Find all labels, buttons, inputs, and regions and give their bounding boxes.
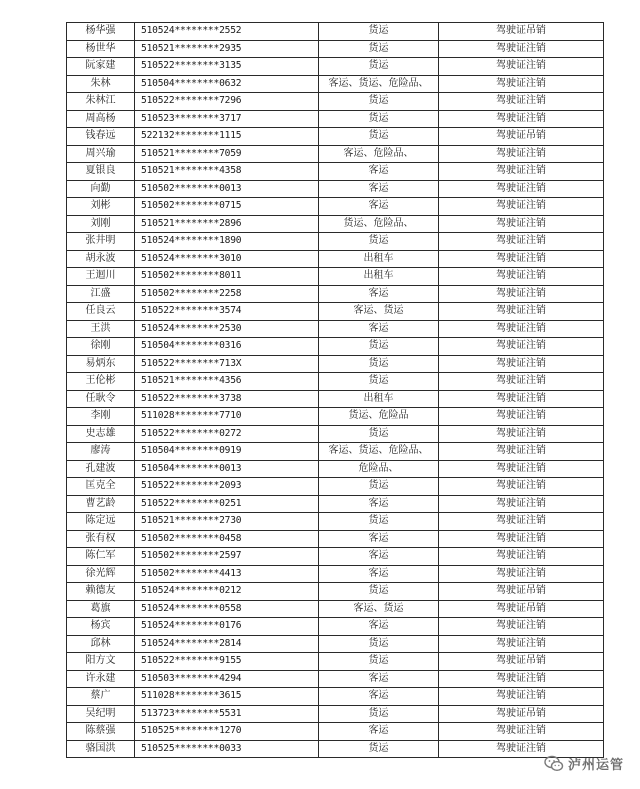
license-action-cell: 驾驶证注销 bbox=[439, 75, 604, 93]
name-cell: 杨世华 bbox=[67, 40, 135, 58]
id-number-cell: 510521********2730 bbox=[135, 513, 319, 531]
vehicle-type-cell: 客运 bbox=[319, 548, 439, 566]
name-cell: 张有权 bbox=[67, 530, 135, 548]
vehicle-type-cell: 客运 bbox=[319, 688, 439, 706]
vehicle-type-cell: 货运、危险品、 bbox=[319, 215, 439, 233]
table-body bbox=[67, 23, 604, 758]
table-row bbox=[67, 180, 604, 198]
license-action-cell: 驾驶证注销 bbox=[439, 40, 604, 58]
vehicle-type-cell: 货运 bbox=[319, 338, 439, 356]
license-action-cell: 驾驶证注销 bbox=[439, 58, 604, 76]
vehicle-type-cell: 出租车 bbox=[319, 268, 439, 286]
vehicle-type-cell: 货运 bbox=[319, 23, 439, 41]
vehicle-type-cell: 货运、危险品 bbox=[319, 408, 439, 426]
table-row bbox=[67, 443, 604, 461]
table-row bbox=[67, 233, 604, 251]
license-action-cell: 驾驶证注销 bbox=[439, 688, 604, 706]
license-action-cell: 驾驶证吊销 bbox=[439, 23, 604, 41]
id-number-cell: 510522********713X bbox=[135, 355, 319, 373]
license-action-cell: 驾驶证注销 bbox=[439, 495, 604, 513]
license-action-cell: 驾驶证注销 bbox=[439, 548, 604, 566]
id-number-cell: 510502********8011 bbox=[135, 268, 319, 286]
id-number-cell: 510502********0715 bbox=[135, 198, 319, 216]
name-cell: 任良云 bbox=[67, 303, 135, 321]
id-number-cell: 510521********4356 bbox=[135, 373, 319, 391]
license-action-cell: 驾驶证注销 bbox=[439, 670, 604, 688]
license-action-cell: 驾驶证注销 bbox=[439, 635, 604, 653]
vehicle-type-cell: 货运 bbox=[319, 705, 439, 723]
license-action-cell: 驾驶证注销 bbox=[439, 145, 604, 163]
vehicle-type-cell: 客运 bbox=[319, 618, 439, 636]
vehicle-type-cell: 货运 bbox=[319, 635, 439, 653]
table-row bbox=[67, 600, 604, 618]
table-row bbox=[67, 268, 604, 286]
table-row bbox=[67, 215, 604, 233]
vehicle-type-cell: 货运 bbox=[319, 653, 439, 671]
vehicle-type-cell: 货运 bbox=[319, 425, 439, 443]
table-row bbox=[67, 653, 604, 671]
vehicle-type-cell: 客运 bbox=[319, 320, 439, 338]
vehicle-type-cell: 客运 bbox=[319, 530, 439, 548]
license-action-cell: 驾驶证注销 bbox=[439, 268, 604, 286]
watermark-text: 泸州运管 bbox=[567, 758, 624, 773]
name-cell: 吴纪明 bbox=[67, 705, 135, 723]
license-action-cell: 驾驶证注销 bbox=[439, 390, 604, 408]
id-number-cell: 510524********0212 bbox=[135, 583, 319, 601]
table-row bbox=[67, 75, 604, 93]
table-row bbox=[67, 688, 604, 706]
table-row bbox=[67, 58, 604, 76]
name-cell: 赖德友 bbox=[67, 583, 135, 601]
license-action-cell: 驾驶证注销 bbox=[439, 320, 604, 338]
vehicle-type-cell: 客运 bbox=[319, 723, 439, 741]
license-action-cell: 驾驶证注销 bbox=[439, 408, 604, 426]
table-row bbox=[67, 635, 604, 653]
name-cell: 周兴瑜 bbox=[67, 145, 135, 163]
name-cell: 葛旗 bbox=[67, 600, 135, 618]
id-number-cell: 510524********2552 bbox=[135, 23, 319, 41]
name-cell: 史志雄 bbox=[67, 425, 135, 443]
name-cell: 刘彬 bbox=[67, 198, 135, 216]
id-number-cell: 510524********2530 bbox=[135, 320, 319, 338]
vehicle-type-cell: 货运 bbox=[319, 513, 439, 531]
id-number-cell: 510522********0251 bbox=[135, 495, 319, 513]
name-cell: 曹艺龄 bbox=[67, 495, 135, 513]
id-number-cell: 510502********2597 bbox=[135, 548, 319, 566]
vehicle-type-cell: 货运 bbox=[319, 233, 439, 251]
id-number-cell: 510524********2814 bbox=[135, 635, 319, 653]
id-number-cell: 510522********3574 bbox=[135, 303, 319, 321]
name-cell: 陈蔡强 bbox=[67, 723, 135, 741]
table-row bbox=[67, 495, 604, 513]
license-action-cell: 驾驶证注销 bbox=[439, 285, 604, 303]
table-row bbox=[67, 93, 604, 111]
vehicle-type-cell: 货运 bbox=[319, 583, 439, 601]
name-cell: 张井明 bbox=[67, 233, 135, 251]
name-cell: 王迴川 bbox=[67, 268, 135, 286]
table-row bbox=[67, 110, 604, 128]
name-cell: 夏银良 bbox=[67, 163, 135, 181]
id-number-cell: 510522********0272 bbox=[135, 425, 319, 443]
license-action-cell: 驾驶证吊销 bbox=[439, 128, 604, 146]
license-action-cell: 驾驶证注销 bbox=[439, 460, 604, 478]
vehicle-type-cell: 客运 bbox=[319, 163, 439, 181]
license-action-cell: 驾驶证注销 bbox=[439, 530, 604, 548]
vehicle-type-cell: 客运 bbox=[319, 565, 439, 583]
name-cell: 孔建波 bbox=[67, 460, 135, 478]
vehicle-type-cell: 客运、货运 bbox=[319, 600, 439, 618]
id-number-cell: 510522********3135 bbox=[135, 58, 319, 76]
id-number-cell: 510522********7296 bbox=[135, 93, 319, 111]
name-cell: 邱林 bbox=[67, 635, 135, 653]
table-row bbox=[67, 40, 604, 58]
name-cell: 向勤 bbox=[67, 180, 135, 198]
id-number-cell: 510523********3717 bbox=[135, 110, 319, 128]
id-number-cell: 510504********0316 bbox=[135, 338, 319, 356]
name-cell: 胡永波 bbox=[67, 250, 135, 268]
license-action-cell: 驾驶证注销 bbox=[439, 565, 604, 583]
name-cell: 朱林江 bbox=[67, 93, 135, 111]
vehicle-type-cell: 客运 bbox=[319, 198, 439, 216]
id-number-cell: 511028********7710 bbox=[135, 408, 319, 426]
id-number-cell: 510502********2258 bbox=[135, 285, 319, 303]
vehicle-type-cell: 客运 bbox=[319, 285, 439, 303]
vehicle-type-cell: 客运 bbox=[319, 495, 439, 513]
table-row bbox=[67, 338, 604, 356]
id-number-cell: 510502********4413 bbox=[135, 565, 319, 583]
id-number-cell: 510502********0013 bbox=[135, 180, 319, 198]
table-row bbox=[67, 583, 604, 601]
name-cell: 刘刚 bbox=[67, 215, 135, 233]
vehicle-type-cell: 货运 bbox=[319, 93, 439, 111]
license-action-cell: 驾驶证注销 bbox=[439, 425, 604, 443]
license-action-cell: 驾驶证注销 bbox=[439, 513, 604, 531]
name-cell: 许永建 bbox=[67, 670, 135, 688]
license-cancellation-table-sheet bbox=[66, 22, 603, 758]
table-row bbox=[67, 285, 604, 303]
name-cell: 钱春远 bbox=[67, 128, 135, 146]
name-cell: 骆国洪 bbox=[67, 740, 135, 758]
license-action-cell: 驾驶证吊销 bbox=[439, 583, 604, 601]
name-cell: 周高杨 bbox=[67, 110, 135, 128]
license-action-cell: 驾驶证吊销 bbox=[439, 705, 604, 723]
vehicle-type-cell: 客运、危险品、 bbox=[319, 145, 439, 163]
table-row bbox=[67, 128, 604, 146]
table-row bbox=[67, 425, 604, 443]
name-cell: 杨华强 bbox=[67, 23, 135, 41]
license-cancellation-table bbox=[66, 22, 604, 758]
table-row bbox=[67, 478, 604, 496]
table-row bbox=[67, 460, 604, 478]
id-number-cell: 511028********3615 bbox=[135, 688, 319, 706]
table-row bbox=[67, 723, 604, 741]
license-action-cell: 驾驶证注销 bbox=[439, 373, 604, 391]
id-number-cell: 510522********9155 bbox=[135, 653, 319, 671]
vehicle-type-cell: 货运 bbox=[319, 58, 439, 76]
license-action-cell: 驾驶证吊销 bbox=[439, 600, 604, 618]
table-row bbox=[67, 705, 604, 723]
license-action-cell: 驾驶证注销 bbox=[439, 443, 604, 461]
name-cell: 任耿令 bbox=[67, 390, 135, 408]
vehicle-type-cell: 货运 bbox=[319, 110, 439, 128]
license-action-cell: 驾驶证注销 bbox=[439, 198, 604, 216]
id-number-cell: 510503********4294 bbox=[135, 670, 319, 688]
id-number-cell: 513723********5531 bbox=[135, 705, 319, 723]
license-action-cell: 驾驶证注销 bbox=[439, 740, 604, 758]
table-row bbox=[67, 250, 604, 268]
table-row bbox=[67, 145, 604, 163]
id-number-cell: 510521********4358 bbox=[135, 163, 319, 181]
table-row bbox=[67, 740, 604, 758]
name-cell: 李刚 bbox=[67, 408, 135, 426]
id-number-cell: 522132********1115 bbox=[135, 128, 319, 146]
vehicle-type-cell: 客运、货运、危险品、 bbox=[319, 75, 439, 93]
name-cell: 王伦彬 bbox=[67, 373, 135, 391]
id-number-cell: 510522********2093 bbox=[135, 478, 319, 496]
table-row bbox=[67, 548, 604, 566]
table-row bbox=[67, 408, 604, 426]
table-row bbox=[67, 303, 604, 321]
license-action-cell: 驾驶证注销 bbox=[439, 110, 604, 128]
id-number-cell: 510524********0176 bbox=[135, 618, 319, 636]
table-row bbox=[67, 23, 604, 41]
name-cell: 徐刚 bbox=[67, 338, 135, 356]
license-action-cell: 驾驶证注销 bbox=[439, 215, 604, 233]
table-row bbox=[67, 565, 604, 583]
vehicle-type-cell: 客运 bbox=[319, 180, 439, 198]
name-cell: 徐光辉 bbox=[67, 565, 135, 583]
name-cell: 杨宾 bbox=[67, 618, 135, 636]
vehicle-type-cell: 出租车 bbox=[319, 250, 439, 268]
id-number-cell: 510504********0013 bbox=[135, 460, 319, 478]
id-number-cell: 510521********2896 bbox=[135, 215, 319, 233]
license-action-cell: 驾驶证注销 bbox=[439, 338, 604, 356]
name-cell: 陈仁军 bbox=[67, 548, 135, 566]
name-cell: 王洪 bbox=[67, 320, 135, 338]
vehicle-type-cell: 出租车 bbox=[319, 390, 439, 408]
table-row bbox=[67, 163, 604, 181]
name-cell: 阮家建 bbox=[67, 58, 135, 76]
vehicle-type-cell: 货运 bbox=[319, 478, 439, 496]
license-action-cell: 驾驶证注销 bbox=[439, 618, 604, 636]
vehicle-type-cell: 货运 bbox=[319, 40, 439, 58]
table-row bbox=[67, 670, 604, 688]
id-number-cell: 510524********3010 bbox=[135, 250, 319, 268]
name-cell: 阳方文 bbox=[67, 653, 135, 671]
id-number-cell: 510525********1270 bbox=[135, 723, 319, 741]
table-row bbox=[67, 513, 604, 531]
vehicle-type-cell: 货运 bbox=[319, 128, 439, 146]
name-cell: 朱林 bbox=[67, 75, 135, 93]
table-row bbox=[67, 530, 604, 548]
table-row bbox=[67, 320, 604, 338]
license-action-cell: 驾驶证注销 bbox=[439, 180, 604, 198]
license-action-cell: 驾驶证注销 bbox=[439, 163, 604, 181]
license-action-cell: 驾驶证注销 bbox=[439, 93, 604, 111]
license-action-cell: 驾驶证注销 bbox=[439, 723, 604, 741]
license-action-cell: 驾驶证注销 bbox=[439, 303, 604, 321]
id-number-cell: 510504********0919 bbox=[135, 443, 319, 461]
id-number-cell: 510524********1890 bbox=[135, 233, 319, 251]
license-action-cell: 驾驶证注销 bbox=[439, 250, 604, 268]
vehicle-type-cell: 客运 bbox=[319, 670, 439, 688]
table-row bbox=[67, 618, 604, 636]
vehicle-type-cell: 货运 bbox=[319, 740, 439, 758]
name-cell: 江盛 bbox=[67, 285, 135, 303]
license-action-cell: 驾驶证注销 bbox=[439, 233, 604, 251]
id-number-cell: 510504********0632 bbox=[135, 75, 319, 93]
name-cell: 蔡广 bbox=[67, 688, 135, 706]
id-number-cell: 510525********0033 bbox=[135, 740, 319, 758]
table-row bbox=[67, 373, 604, 391]
vehicle-type-cell: 危险品、 bbox=[319, 460, 439, 478]
id-number-cell: 510521********2935 bbox=[135, 40, 319, 58]
vehicle-type-cell: 客运、货运 bbox=[319, 303, 439, 321]
vehicle-type-cell: 货运 bbox=[319, 373, 439, 391]
vehicle-type-cell: 客运、货运、危险品、 bbox=[319, 443, 439, 461]
id-number-cell: 510521********7059 bbox=[135, 145, 319, 163]
license-action-cell: 驾驶证注销 bbox=[439, 355, 604, 373]
license-action-cell: 驾驶证注销 bbox=[439, 478, 604, 496]
id-number-cell: 510522********3738 bbox=[135, 390, 319, 408]
watermark bbox=[544, 754, 624, 773]
name-cell: 匡克全 bbox=[67, 478, 135, 496]
wechat-icon bbox=[544, 755, 564, 773]
name-cell: 廖涛 bbox=[67, 443, 135, 461]
table-row bbox=[67, 355, 604, 373]
table-row bbox=[67, 198, 604, 216]
id-number-cell: 510524********0558 bbox=[135, 600, 319, 618]
name-cell: 陈定远 bbox=[67, 513, 135, 531]
name-cell: 易炳东 bbox=[67, 355, 135, 373]
table-row bbox=[67, 390, 604, 408]
id-number-cell: 510502********0458 bbox=[135, 530, 319, 548]
license-action-cell: 驾驶证吊销 bbox=[439, 653, 604, 671]
vehicle-type-cell: 货运 bbox=[319, 355, 439, 373]
